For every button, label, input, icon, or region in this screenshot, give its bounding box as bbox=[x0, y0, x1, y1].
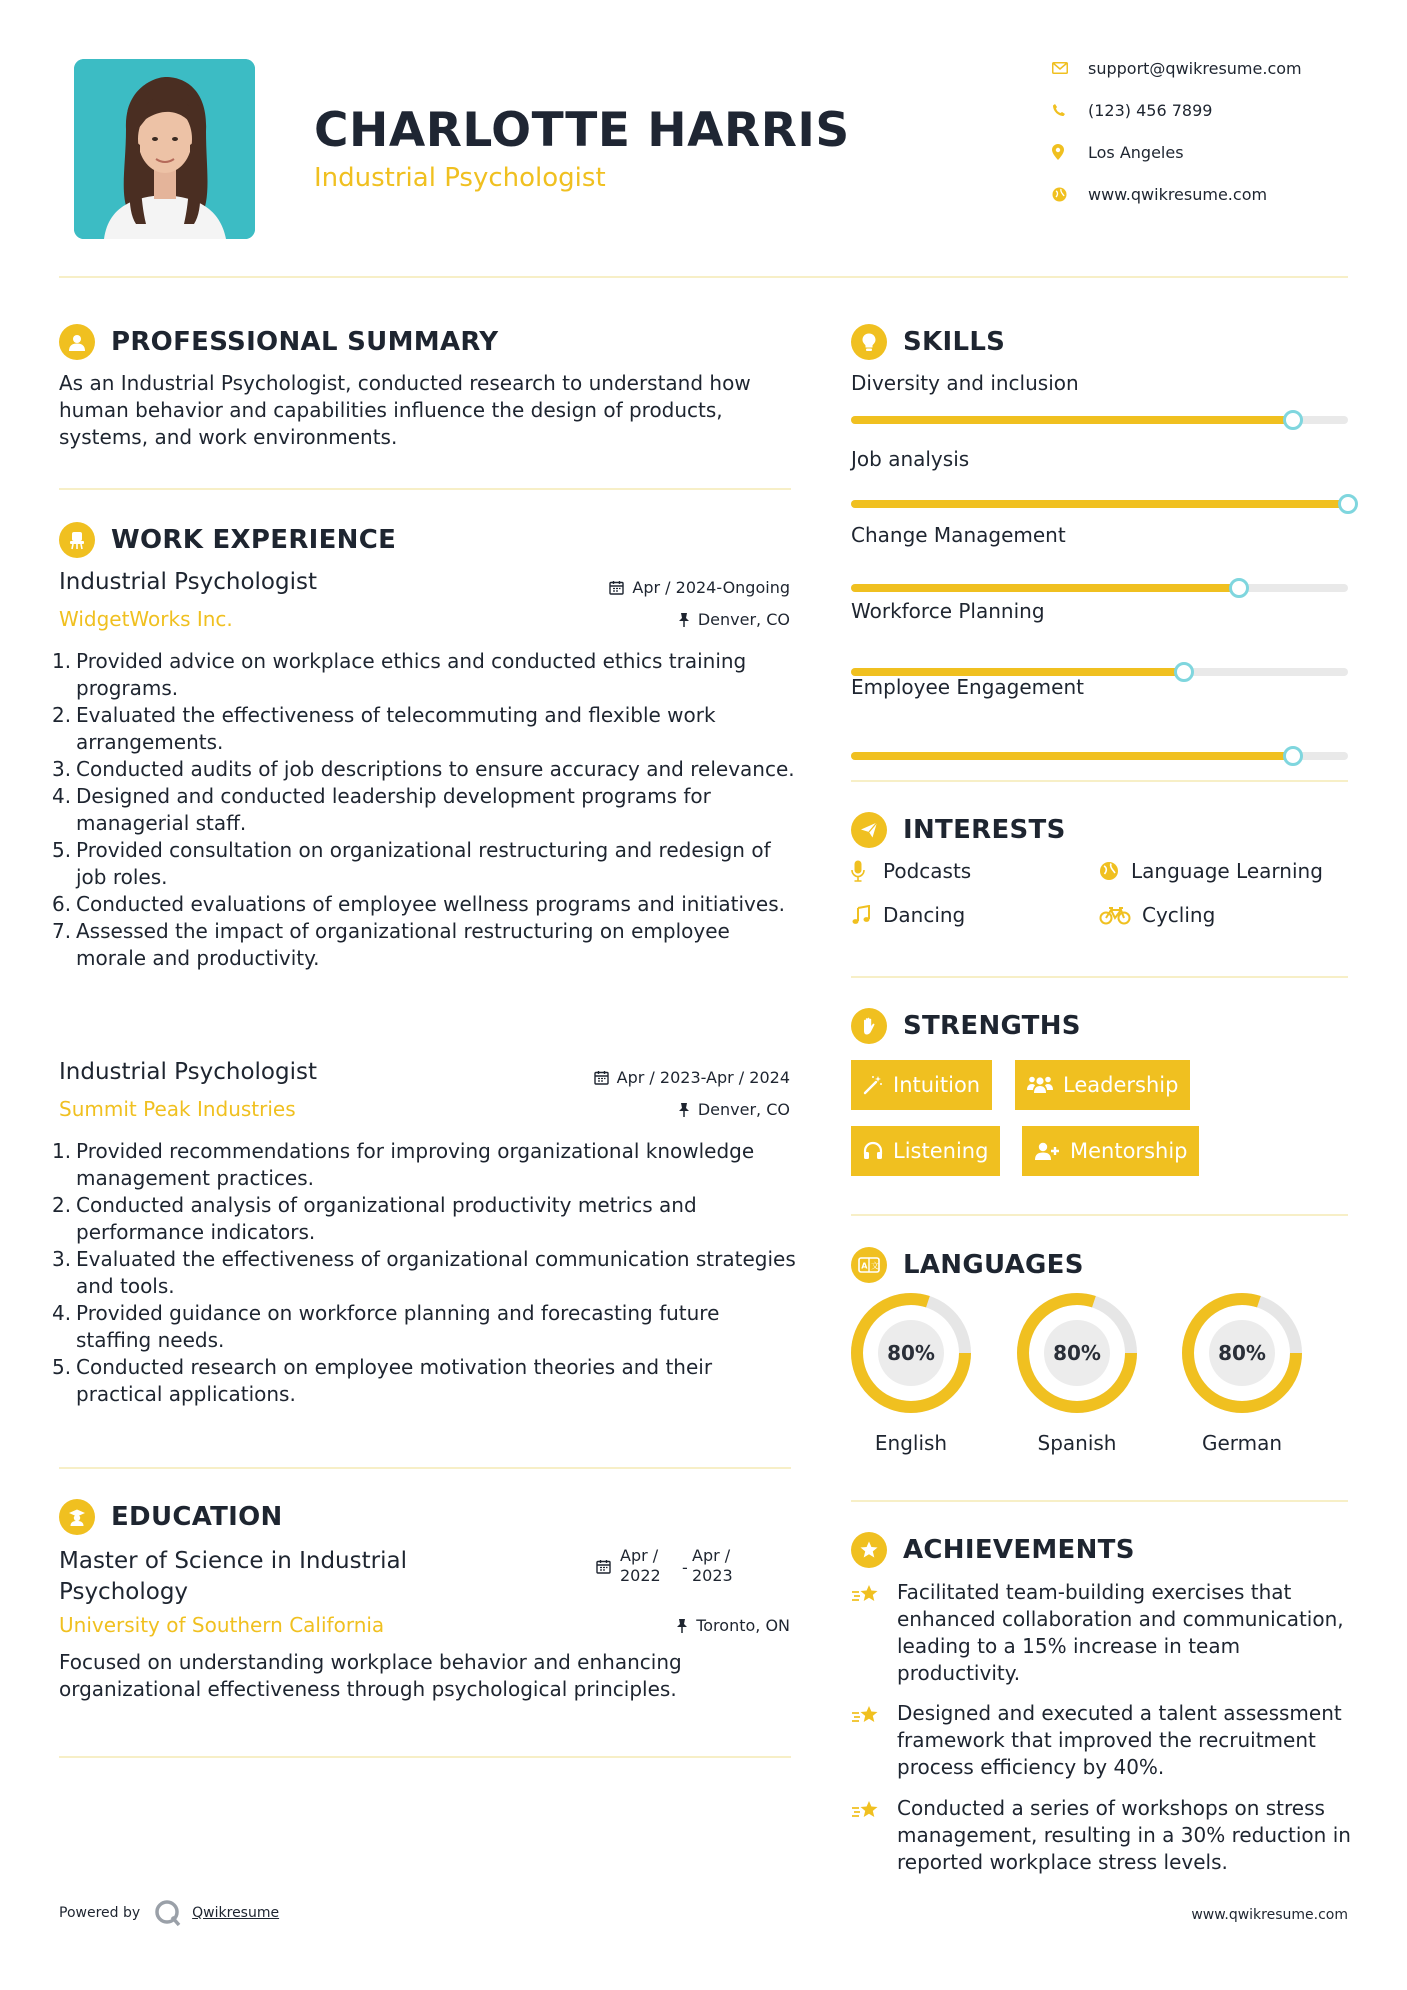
skill-bar-knob bbox=[1338, 494, 1358, 514]
education-description: Focused on understanding workplace behavior and enhancing organizational effectiveness through psychological principles. bbox=[59, 1650, 682, 1701]
contact-website-text: www.qwikresume.com bbox=[1088, 184, 1268, 204]
education-heading bbox=[59, 1499, 283, 1535]
achievements-title: ACHIEVEMENTS bbox=[903, 1535, 1135, 1565]
skill-label: Job analysis bbox=[851, 447, 970, 471]
education-location-text: Toronto, ON bbox=[696, 1616, 790, 1635]
phone-icon bbox=[1052, 103, 1088, 117]
pushpin-icon bbox=[678, 612, 690, 627]
svg-text:文: 文 bbox=[871, 1261, 879, 1271]
education-dates bbox=[596, 1546, 752, 1586]
education-title: EDUCATION bbox=[111, 1502, 283, 1532]
languages-title: LANGUAGES bbox=[903, 1250, 1084, 1280]
shooting-star-icon bbox=[851, 1579, 897, 1687]
interest-dancing bbox=[851, 903, 965, 927]
languages-divider bbox=[851, 1500, 1348, 1502]
education-location bbox=[490, 1616, 790, 1635]
education-start-month: Apr / bbox=[620, 1546, 659, 1565]
job-1-location-text: Denver, CO bbox=[697, 610, 790, 629]
microphone-icon bbox=[851, 860, 883, 882]
envelope-icon bbox=[1052, 62, 1088, 74]
job-2-dates-text: Apr / 2023-Apr / 2024 bbox=[616, 1068, 790, 1087]
language-percent: 80% bbox=[1053, 1341, 1101, 1365]
list-item: 5. Provided consultation on organizational restructuring and redesign of job roles. bbox=[52, 838, 771, 889]
calendar-icon bbox=[594, 1070, 609, 1085]
shooting-star-icon bbox=[851, 1795, 897, 1876]
globe-icon bbox=[1052, 187, 1088, 202]
strength-chip-mentorship bbox=[1022, 1126, 1199, 1176]
skills-heading bbox=[851, 324, 1005, 360]
job-2-bullets bbox=[52, 1138, 797, 1408]
contact-phone-text: (123) 456 7899 bbox=[1088, 100, 1213, 120]
experience-title: WORK EXPERIENCE bbox=[111, 525, 397, 555]
strength-label: Leadership bbox=[1063, 1073, 1179, 1097]
skill-bar-fill bbox=[851, 500, 1348, 508]
language-name: German bbox=[1201, 1431, 1283, 1455]
list-item: 4. Provided guidance on workforce planning and forecasting future staffing needs. bbox=[52, 1301, 720, 1352]
skill-label: Change Management bbox=[851, 523, 1066, 547]
education-degree: Master of Science in Industrial Psychology bbox=[59, 1548, 407, 1605]
contact-location bbox=[1052, 140, 1184, 164]
education-end-year: 2023 bbox=[692, 1566, 733, 1585]
qwikresume-logo-icon bbox=[154, 1899, 182, 1927]
skill-label: Diversity and inclusion bbox=[851, 371, 1079, 395]
list-item: 2. Evaluated the effectiveness of telecommuting and flexible work arrangements. bbox=[52, 703, 716, 754]
strength-chip-leadership bbox=[1015, 1060, 1190, 1110]
job-2-dates bbox=[490, 1068, 790, 1087]
job-2-title: Industrial Psychologist bbox=[59, 1059, 317, 1085]
experience-heading bbox=[59, 522, 396, 558]
skill-label: Workforce Planning bbox=[851, 599, 1045, 623]
raised-hand-icon bbox=[851, 1008, 887, 1044]
powered-by-label: Powered by bbox=[59, 1905, 141, 1921]
job-2-company: Summit Peak Industries bbox=[59, 1097, 296, 1121]
job-2-location-text: Denver, CO bbox=[697, 1100, 790, 1119]
list-item: 1. Provided recommendations for improving organizational knowledge management practices. bbox=[52, 1139, 755, 1190]
language-ring-chart bbox=[1015, 1291, 1139, 1415]
job-1-company: WidgetWorks Inc. bbox=[59, 607, 233, 631]
job-1-title: Industrial Psychologist bbox=[59, 569, 317, 595]
list-item: 4. Designed and conducted leadership development programs for managerial staff. bbox=[52, 784, 711, 835]
job-1-bullets bbox=[52, 648, 797, 972]
skill-label: Employee Engagement bbox=[851, 675, 1084, 699]
list-item: 2. Conducted analysis of organizational productivity metrics and performance indicators. bbox=[52, 1193, 697, 1244]
date-separator: - bbox=[682, 1558, 688, 1577]
calendar-icon bbox=[596, 1559, 611, 1574]
skills-title: SKILLS bbox=[903, 327, 1006, 357]
profile-photo-illustration bbox=[74, 59, 255, 239]
achievement-text: Designed and executed a talent assessment framework that improved the recruitment process efficiency by 40%. bbox=[897, 1701, 1342, 1779]
skill-bar-fill bbox=[851, 416, 1293, 424]
interests-heading bbox=[851, 812, 1066, 848]
user-plus-icon bbox=[1034, 1141, 1060, 1161]
strengths-heading bbox=[851, 1008, 1081, 1044]
language-percent: 80% bbox=[887, 1341, 935, 1365]
achievement-item bbox=[851, 1579, 1351, 1687]
calendar-icon bbox=[609, 580, 624, 595]
job-1-dates bbox=[490, 578, 790, 597]
skill-bar-fill bbox=[851, 752, 1293, 760]
interest-label: Cycling bbox=[1142, 903, 1216, 927]
language-percent: 80% bbox=[1218, 1341, 1266, 1365]
strength-label: Intuition bbox=[893, 1073, 981, 1097]
list-item: 5. Conducted research on employee motivation theories and their practical applications. bbox=[52, 1355, 713, 1406]
language-ring bbox=[1180, 1291, 1304, 1415]
skill-bar-knob bbox=[1174, 662, 1194, 682]
education-start bbox=[620, 1546, 682, 1586]
list-item: 7. Assessed the impact of organizational restructuring on employee morale and productivity. bbox=[52, 919, 730, 970]
skill-bar-track bbox=[851, 752, 1348, 760]
skill-bar-knob bbox=[1283, 410, 1303, 430]
interest-label: Dancing bbox=[883, 903, 966, 927]
music-note-icon bbox=[851, 905, 883, 925]
skill-bar-fill bbox=[851, 584, 1239, 592]
interests-divider bbox=[851, 976, 1348, 978]
contact-location-text: Los Angeles bbox=[1088, 142, 1184, 162]
globe-icon bbox=[1099, 861, 1131, 881]
language-ring-chart bbox=[849, 1291, 973, 1415]
strengths-divider bbox=[851, 1214, 1348, 1216]
achievement-text: Facilitated team-building exercises that enhanced collaboration and communication, leading to a 15% increase in team productivity. bbox=[897, 1580, 1344, 1685]
candidate-name: CHARLOTTE HARRIS bbox=[314, 103, 850, 158]
interest-label: Podcasts bbox=[883, 859, 972, 883]
job-1-location bbox=[490, 610, 790, 629]
language-ring-chart bbox=[1180, 1291, 1304, 1415]
briefcase-chair-icon bbox=[59, 522, 95, 558]
star-badge-icon bbox=[851, 1532, 887, 1568]
skill-bar-track bbox=[851, 584, 1348, 592]
languages-heading bbox=[851, 1247, 1084, 1283]
list-item: 3. Conducted audits of job descriptions to ensure accuracy and relevance. bbox=[52, 757, 795, 781]
pushpin-icon bbox=[678, 1102, 690, 1117]
translate-icon bbox=[851, 1247, 887, 1283]
candidate-title: Industrial Psychologist bbox=[314, 163, 606, 193]
headphones-icon bbox=[863, 1141, 883, 1161]
experience-divider bbox=[59, 1467, 791, 1469]
education-end bbox=[692, 1546, 752, 1586]
magic-wand-icon bbox=[863, 1075, 883, 1095]
list-item: 6. Conducted evaluations of employee wellness programs and initiatives. bbox=[52, 892, 785, 916]
skill-bar-track bbox=[851, 500, 1348, 508]
profile-photo bbox=[74, 59, 255, 239]
achievement-item bbox=[851, 1700, 1351, 1781]
strengths-title: STRENGTHS bbox=[903, 1011, 1081, 1041]
achievement-text: Conducted a series of workshops on stress management, resulting in a 30% reduction in reported workplace stress levels. bbox=[897, 1796, 1351, 1874]
footer-website-link[interactable]: www.qwikresume.com bbox=[1191, 1907, 1348, 1923]
svg-text:A: A bbox=[861, 1261, 868, 1271]
paper-plane-icon bbox=[851, 812, 887, 848]
interest-cycling bbox=[1099, 903, 1215, 927]
map-pin-icon bbox=[1052, 144, 1088, 160]
job-1-dates-text: Apr / 2024-Ongoing bbox=[632, 578, 790, 597]
bicycle-icon bbox=[1099, 905, 1142, 925]
pushpin-icon bbox=[676, 1618, 688, 1633]
skills-divider bbox=[851, 780, 1348, 782]
group-icon bbox=[1027, 1075, 1053, 1095]
education-start-year: 2022 bbox=[620, 1566, 661, 1585]
summary-text: As an Industrial Psychologist, conducted research to understand how human behavior and capabilities influence the design of products, systems, and work environments. bbox=[59, 371, 751, 449]
interest-label: Language Learning bbox=[1131, 859, 1323, 883]
contact-phone[interactable] bbox=[1052, 98, 1212, 122]
language-name: Spanish bbox=[1037, 1431, 1117, 1455]
lightbulb-icon bbox=[851, 324, 887, 360]
list-item: 1. Provided advice on workplace ethics and conducted ethics training programs. bbox=[52, 649, 747, 700]
language-ring bbox=[849, 1291, 973, 1415]
interest-language-learning bbox=[1099, 859, 1323, 883]
strength-chip-intuition bbox=[851, 1060, 992, 1110]
strength-label: Mentorship bbox=[1070, 1139, 1188, 1163]
interests-title: INTERESTS bbox=[903, 815, 1066, 845]
contact-website[interactable] bbox=[1052, 182, 1267, 206]
achievements-heading bbox=[851, 1532, 1135, 1568]
footer-powered-by bbox=[59, 1899, 279, 1927]
skill-bar-knob bbox=[1283, 746, 1303, 766]
graduate-icon bbox=[59, 1499, 95, 1535]
job-2-location bbox=[490, 1100, 790, 1119]
qwikresume-link[interactable]: Qwikresume bbox=[192, 1905, 280, 1921]
strength-label: Listening bbox=[893, 1139, 989, 1163]
achievement-item bbox=[851, 1795, 1351, 1876]
user-icon bbox=[59, 324, 95, 360]
language-ring bbox=[1015, 1291, 1139, 1415]
summary-heading bbox=[59, 324, 498, 360]
education-school: University of Southern California bbox=[59, 1613, 385, 1637]
header-divider bbox=[59, 276, 1348, 278]
contact-email-text: support@qwikresume.com bbox=[1088, 58, 1302, 78]
education-end-month: Apr / bbox=[692, 1546, 731, 1565]
summary-title: PROFESSIONAL SUMMARY bbox=[111, 327, 499, 357]
skill-bar-track bbox=[851, 416, 1348, 424]
interest-podcasts bbox=[851, 859, 971, 883]
language-name: English bbox=[874, 1431, 948, 1455]
skill-bar-knob bbox=[1229, 578, 1249, 598]
education-divider bbox=[59, 1756, 791, 1758]
shooting-star-icon bbox=[851, 1700, 897, 1781]
contact-email[interactable] bbox=[1052, 56, 1302, 80]
strength-chip-listening bbox=[851, 1126, 1000, 1176]
list-item: 3. Evaluated the effectiveness of organizational communication strategies and tools. bbox=[52, 1247, 796, 1298]
summary-divider bbox=[59, 488, 791, 490]
